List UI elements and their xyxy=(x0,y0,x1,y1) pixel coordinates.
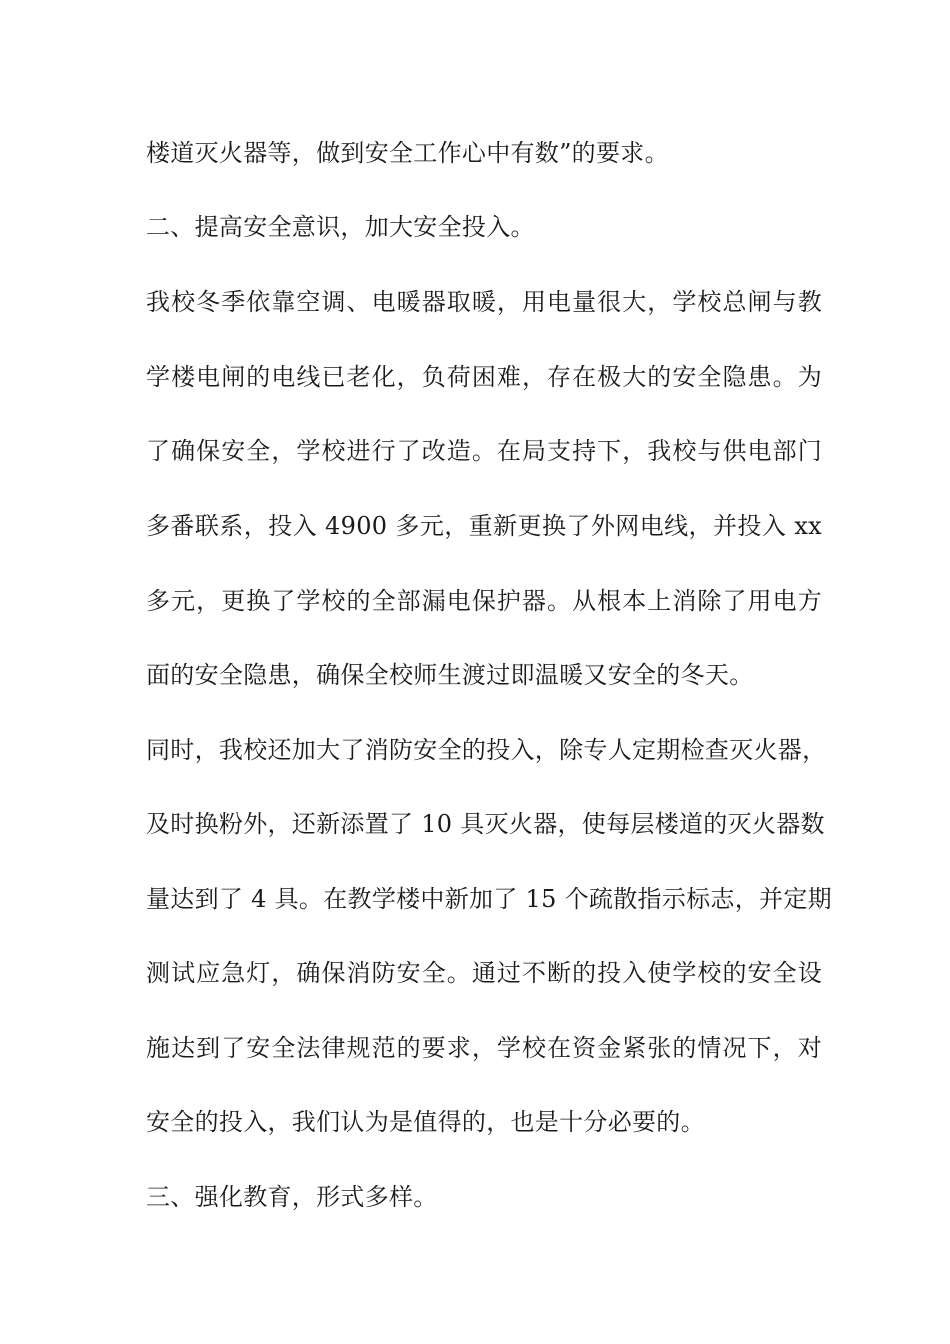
paragraph-line-6: 多番联系，投入 4900 多元，重新更换了外网电线，并投入 xx xyxy=(146,512,822,540)
paragraph-line-11: 量达到了 4 具。在教学楼中新加了 15 个疏散指示标志，并定期 xyxy=(146,885,832,913)
paragraph-line-3: 我校冬季依靠空调、电暖器取暖，用电量很大，学校总闸与教 xyxy=(146,288,822,316)
paragraph-line-14: 安全的投入，我们认为是值得的，也是十分必要的。 xyxy=(146,1108,705,1136)
section-heading-3: 三、强化教育，形式多样。 xyxy=(146,1183,438,1211)
paragraph-line-10: 及时换粉外，还新添置了 10 具灭火器，使每层楼道的灭火器数 xyxy=(146,810,825,838)
paragraph-line-9: 同时，我校还加大了消防安全的投入，除专人定期检查灭火器， xyxy=(146,736,827,764)
paragraph-line-8: 面的安全隐患，确保全校师生渡过即温暖又安全的冬天。 xyxy=(146,661,754,689)
paragraph-line-7: 多元，更换了学校的全部漏电保护器。从根本上消除了用电方 xyxy=(146,587,822,615)
paragraph-line-5: 了确保安全，学校进行了改造。在局支持下，我校与供电部门 xyxy=(146,437,822,465)
paragraph-line-12: 测试应急灯，确保消防安全。通过不断的投入使学校的安全设 xyxy=(146,959,822,987)
paragraph-line-1: 楼道灭火器等，做到安全工作心中有数”的要求。 xyxy=(146,139,669,167)
paragraph-line-13: 施达到了安全法律规范的要求，学校在资金紧张的情况下，对 xyxy=(146,1034,822,1062)
paragraph-line-4: 学楼电闸的电线已老化，负荷困难，存在极大的安全隐患。为 xyxy=(146,363,822,391)
section-heading-2: 二、提高安全意识，加大安全投入。 xyxy=(146,213,535,241)
